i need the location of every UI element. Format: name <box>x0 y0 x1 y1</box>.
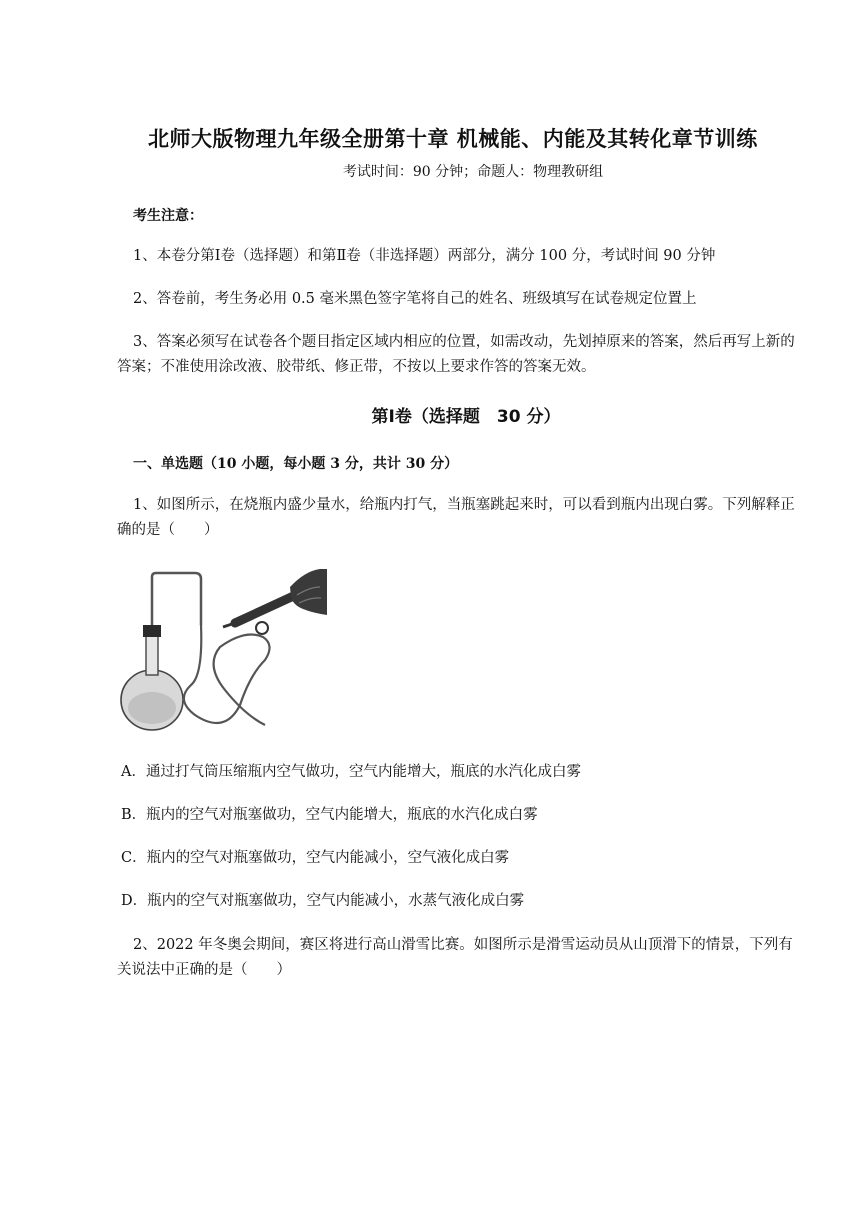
question-1-option-d: D．瓶内的空气对瓶塞做功，空气内能减小，水蒸气液化成白雾 <box>121 893 525 909</box>
notice-item-3: 3、答案必须写在试卷各个题目指定区域内相应的位置，如需改动，先划掉原来的答案，然后再写上新的答案；不准使用涂改液、胶带纸、修正带，不按以上要求作答的答案无效。 <box>117 334 795 375</box>
flask-pump-figure <box>115 565 330 735</box>
part-heading: 一、单选题（10 小题，每小题 3 分，共计 30 分） <box>133 456 459 472</box>
question-1-stem: 1、如图所示，在烧瓶内盛少量水，给瓶内打气，当瓶塞跳起来时，可以看到瓶内出现白雾。下列解释正确的是（ ） <box>117 497 795 538</box>
question-2-stem: 2、2022 年冬奥会期间，赛区将进行高山滑雪比赛。如图所示是滑雪运动员从山顶滑下的情景，下列有关说法中正确的是（ ） <box>117 937 793 978</box>
question-1-option-c: C．瓶内的空气对瓶塞做功，空气内能减小，空气液化成白雾 <box>121 850 510 866</box>
exam-title: 北师大版物理九年级全册第十章 机械能、内能及其转化章节训练 <box>148 127 758 151</box>
notice-item-2: 2、答卷前，考生务必用 0.5 毫米黑色签字笔将自己的姓名、班级填写在试卷规定位置上 <box>133 291 697 307</box>
question-1-option-a: A．通过打气筒压缩瓶内空气做功，空气内能增大，瓶底的水汽化成白雾 <box>121 764 581 780</box>
exam-subtitle: 考试时间：90 分钟；命题人：物理教研组 <box>342 164 604 180</box>
question-1-option-b: B．瓶内的空气对瓶塞做功，空气内能增大，瓶底的水汽化成白雾 <box>121 807 538 823</box>
notice-heading: 考生注意： <box>133 208 203 224</box>
section-title: 第Ⅰ卷（选择题 30 分） <box>371 407 561 427</box>
notice-item-1: 1、本卷分第Ⅰ卷（选择题）和第Ⅱ卷（非选择题）两部分，满分 100 分，考试时间 90 分钟 <box>133 248 716 264</box>
